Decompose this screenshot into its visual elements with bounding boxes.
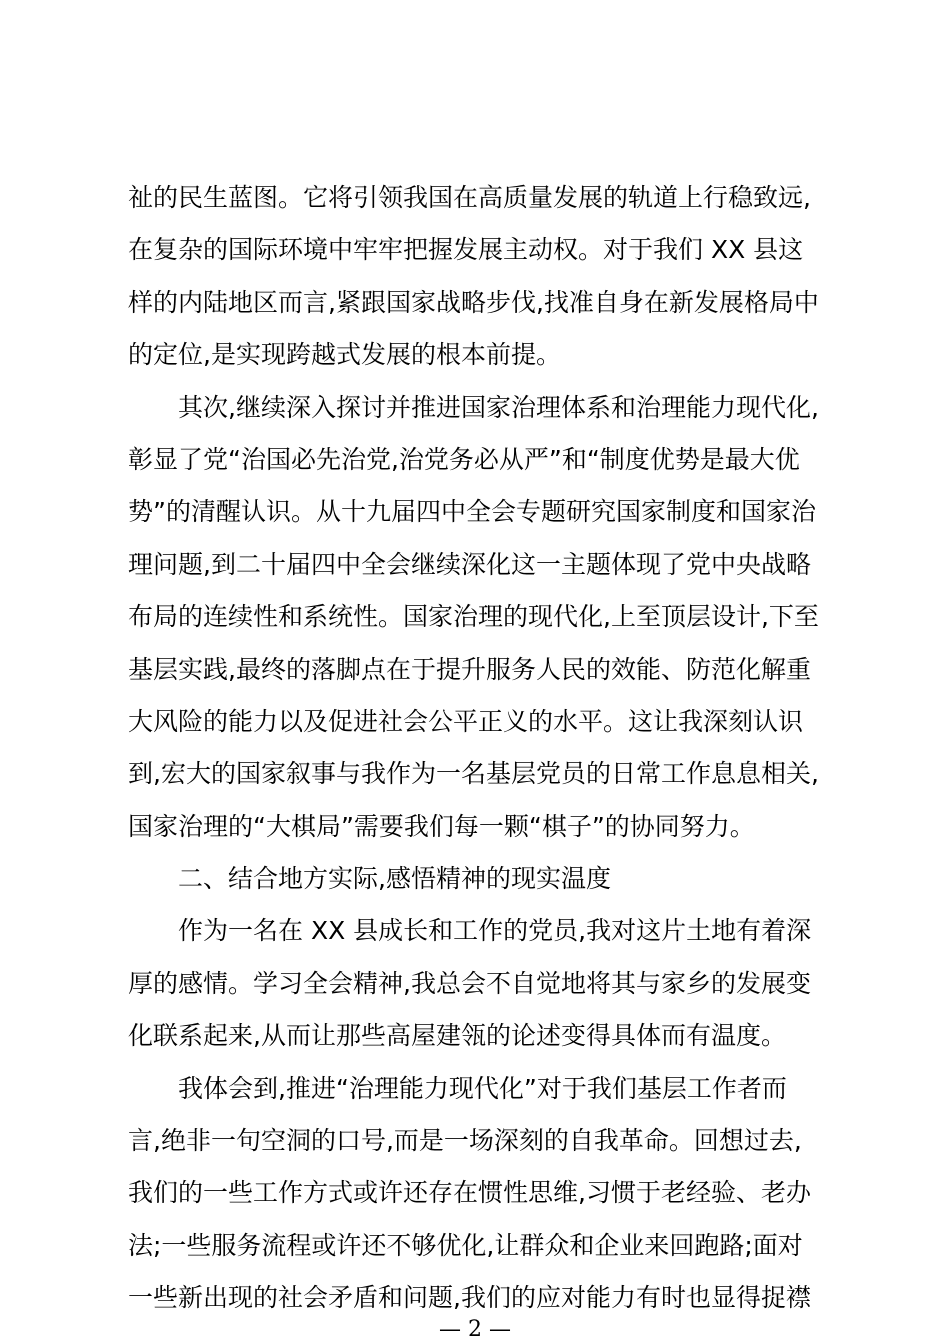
body-text: [128, 172, 828, 1325]
text-line: 祉的民生蓝图。它将引领我国在高质量发展的轨道上行稳致远,: [128, 183, 811, 212]
text-line: 布局的连续性和系统性。国家治理的现代化,上至顶层设计,下至: [128, 602, 819, 632]
text-line: 我体会到,推进“治理能力现代化”对于我们基层工作者而: [128, 1073, 787, 1103]
text-line: 理问题,到二十届四中全会继续深化这一主题体现了党中央战略: [128, 549, 811, 579]
text-line: 样的内陆地区而言,紧跟国家战略步伐,找准自身在新发展格局中: [128, 287, 819, 317]
text-line: 法;一些服务流程或许还不够优化,让群众和企业来回跑路;面对: [128, 1230, 803, 1260]
text-line: 大风险的能力以及促进社会公平正义的水平。这让我深刻认识: [128, 706, 804, 736]
text-line: 到,宏大的国家叙事与我作为一名基层党员的日常工作息息相关,: [128, 759, 819, 789]
text-line: 厚的感情。学习全会精神,我总会不自觉地将其与家乡的发展变: [128, 968, 811, 998]
text-line: 我们的一些工作方式或许还存在惯性思维,习惯于老经验、老办: [128, 1178, 811, 1208]
section-heading: 二、结合地方实际,感悟精神的现实温度: [128, 864, 611, 894]
page-number: — 2 —: [439, 1317, 511, 1342]
text-line: 势”的清醒认识。从十九届四中全会专题研究国家制度和国家治: [128, 497, 816, 527]
text-line: 作为一名在 XX 县成长和工作的党员,我对这片土地有着深: [128, 916, 812, 946]
text-line: 在复杂的国际环境中牢牢把握发展主动权。对于我们 XX 县这: [128, 235, 804, 265]
text-line: 化联系起来,从而让那些高屋建瓴的论述变得具体而有温度。: [128, 1021, 786, 1051]
text-line: 一些新出现的社会矛盾和问题,我们的应对能力有时也显得捉襟: [128, 1283, 811, 1313]
text-line: 的定位,是实现跨越式发展的根本前提。: [128, 340, 561, 370]
text-line: 其次,继续深入探讨并推进国家治理体系和治理能力现代化,: [128, 392, 819, 422]
text-line: 基层实践,最终的落脚点在于提升服务人民的效能、防范化解重: [128, 654, 811, 684]
text-line: 言,绝非一句空洞的口号,而是一场深刻的自我革命。回想过去,: [128, 1126, 802, 1156]
text-line: 国家治理的“大棋局”需要我们每一颗“棋子”的协同努力。: [128, 811, 755, 841]
text-line: 彰显了党“治国必先治党,治党务必从严”和“制度优势是最大优: [128, 444, 800, 474]
